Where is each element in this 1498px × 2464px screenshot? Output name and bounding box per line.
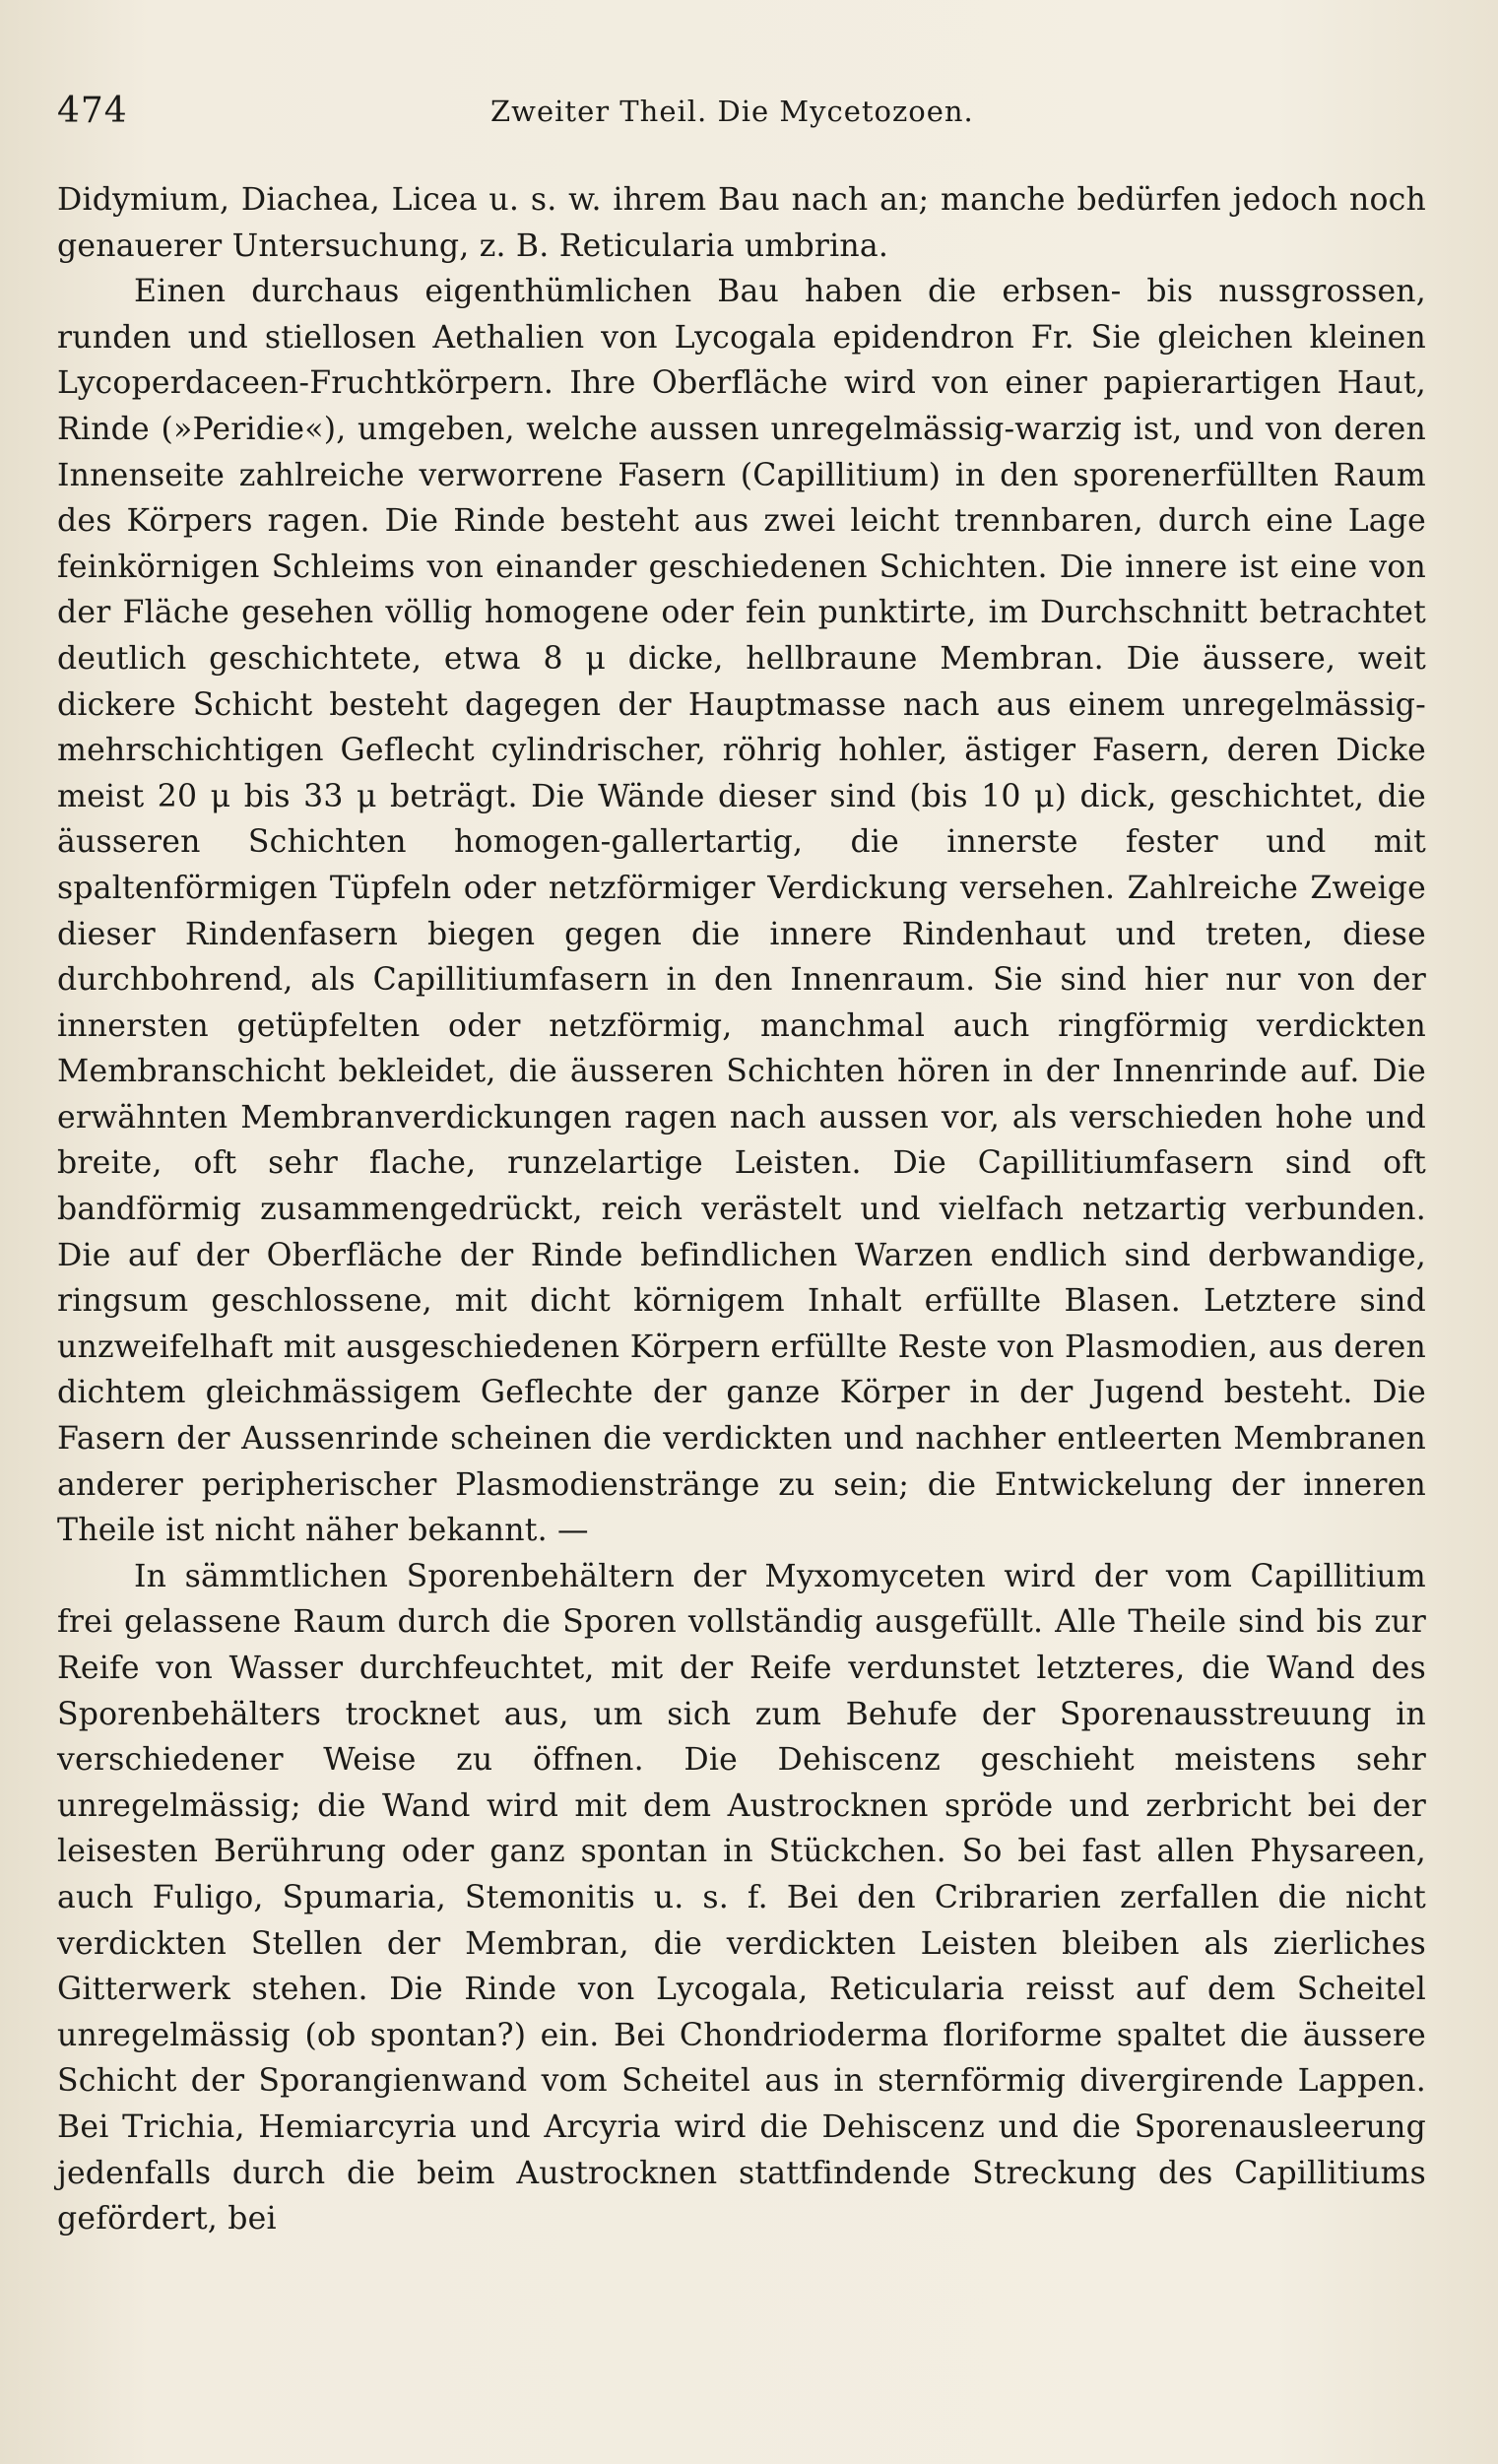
page-header bbox=[57, 91, 1416, 140]
body-text bbox=[57, 177, 1426, 2242]
paragraph-continuation: Didymium, Diachea, Licea u. s. w. ihrem Bau nach an; manche bedürfen jedoch noch genauerer Untersuchung, z. B. Reticularia umbrina. bbox=[57, 182, 1426, 264]
paragraph-lycogala: Einen durchaus eigenthümlichen Bau haben die erbsen- bis nussgrossen, runden und stiellosen Aethalien von Lycogala epidendron Fr. Sie gleichen kleinen Lycoperdaceen-Fruchtkörpern. Ihre Oberfläche wird von einer papierartigen Haut, Rinde (»Peridie«), umgeben, welche aussen unregelmässig-warzig ist, und von deren Innenseite zahlreiche verworrene Fasern (Capillitium) in den sporenerfüllten Raum des Körpers ragen. Die Rinde besteht aus zwei leicht trennbaren, durch eine Lage feinkörnigen Schleims von einander geschiedenen Schichten. Die innere ist eine von der Fläche gesehen völlig homogene oder fein punktirte, im Durchschnitt betrachtet deutlich geschichtete, etwa 8 μ dicke, hellbraune Membran. Die äussere, weit dickere Schicht besteht dagegen der Hauptmasse nach aus einem unregelmässig-mehrschichtigen Geflecht cylindrischer, röhrig hohler, ästiger Fasern, deren Dicke meist 20 μ bis 33 μ beträgt. Die Wände dieser sind (bis 10 μ) dick, geschichtet, die äusseren Schichten homogen-gallertartig, die innerste fester und mit spaltenförmigen Tüpfeln oder netzförmiger Verdickung versehen. Zahlreiche Zweige dieser Rindenfasern biegen gegen die innere Rindenhaut und treten, diese durchbohrend, als Capillitiumfasern in den Innenraum. Sie sind hier nur von der innersten getüpfelten oder netzförmig, manchmal auch ringförmig verdickten Membranschicht bekleidet, die äusseren Schichten hören in der Innenrinde auf. Die erwähnten Membranverdickungen ragen nach aussen vor, als verschieden hohe und breite, oft sehr flache, runzelartige Leisten. Die Capillitiumfasern sind oft bandförmig zusammengedrückt, reich verästelt und vielfach netzartig verbunden. Die auf der Oberfläche der Rinde befindlichen Warzen endlich sind derbwandige, ringsum geschlossene, mit dicht körnigem Inhalt erfüllte Blasen. Letztere sind unzweifelhaft mit ausgeschiedenen Körpern erfüllte Reste von Plasmodien, aus deren dichtem gleichmässigem Geflechte der ganze Körper in der Jugend besteht. Die Fasern der Aussenrinde scheinen die verdickten und nachher entleerten Membranen anderer peripherischer Plasmodienstränge zu sein; die Entwickelung der inneren Theile ist nicht näher bekannt. — bbox=[57, 274, 1426, 1549]
page-number: 474 bbox=[57, 91, 128, 131]
running-title: Zweiter Theil. Die Mycetozoen. bbox=[490, 95, 974, 128]
paragraph-dehiscence: In sämmtlichen Sporenbehältern der Myxomyceten wird der vom Capillitium frei gelassene Raum durch die Sporen vollständig ausgefüllt. Alle Theile sind bis zur Reife von Wasser durchfeuchtet, mit der Reife verdunstet letzteres, die Wand des Sporenbehälters trocknet aus, um sich zum Behufe der Sporenausstreuung in verschiedener Weise zu öffnen. Die Dehiscenz geschieht meistens sehr unregelmässig; die Wand wird mit dem Austrocknen spröde und zerbricht bei der leisesten Berührung oder ganz spontan in Stückchen. So bei fast allen Physareen, auch Fuligo, Spumaria, Stemonitis u. s. f. Bei den Cribrarien zerfallen die nicht verdickten Stellen der Membran, die verdickten Leisten bleiben als zierliches Gitterwerk stehen. Die Rinde von Lycogala, Reticularia reisst auf dem Scheitel unregelmässig (ob spontan?) ein. Bei Chondrioderma floriforme spaltet die äussere Schicht der Sporangienwand vom Scheitel aus in sternförmig divergirende Lappen. Bei Trichia, Hemiarcyria und Arcyria wird die Dehiscenz und die Sporenausleerung jedenfalls durch die beim Austrocknen stattfindende Streckung des Capillitiums gefördert, bei bbox=[57, 1558, 1426, 2237]
